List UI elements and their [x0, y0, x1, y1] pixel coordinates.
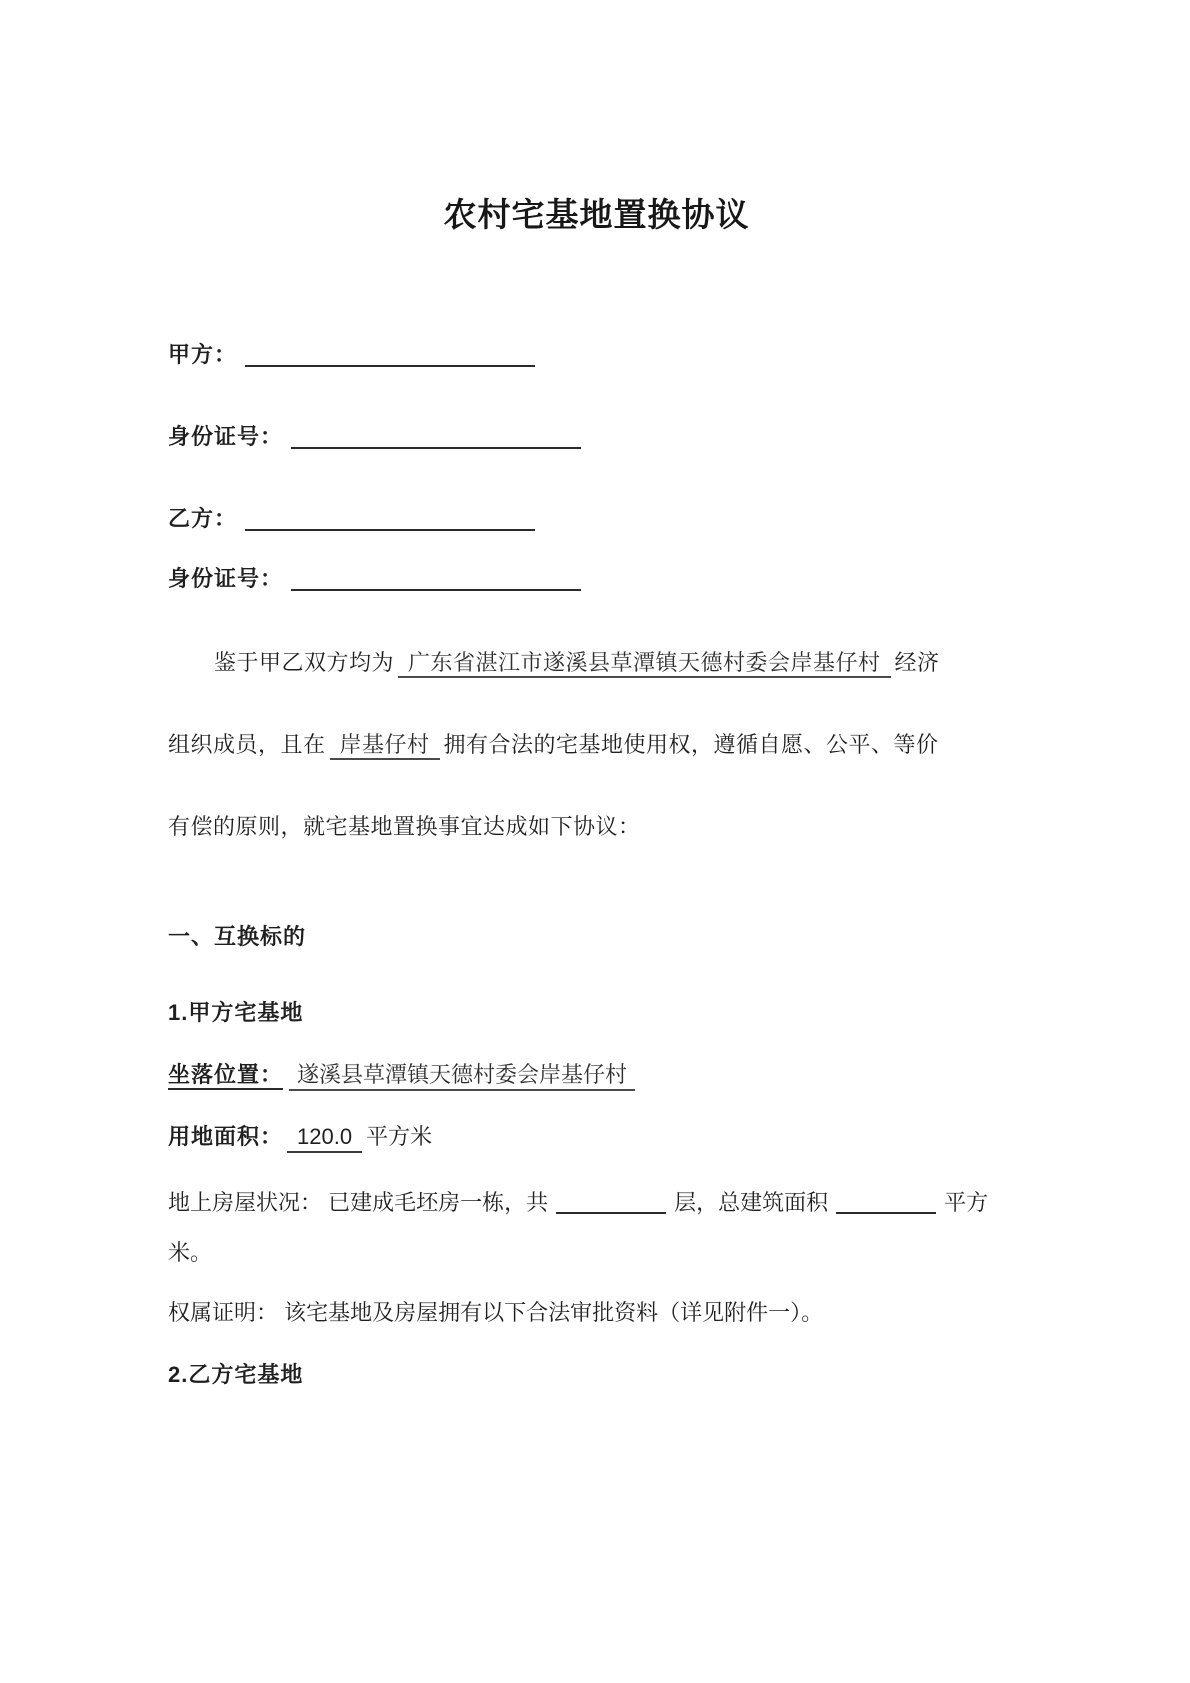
- party-a-label: 甲方：: [168, 342, 238, 367]
- preamble-line-1: [168, 646, 1025, 680]
- area-label: 用地面积：: [168, 1124, 284, 1149]
- party-b-id-blank[interactable]: [291, 563, 581, 591]
- preamble-line-3: [168, 810, 1025, 844]
- area-row: [168, 1120, 1025, 1154]
- area-value: 120.0: [287, 1124, 362, 1153]
- ownership-text: 该宅基地及房屋拥有以下合法审批资料（详见附件一）。: [284, 1300, 824, 1325]
- ownership-row: [168, 1296, 1025, 1330]
- party-b-row: [168, 502, 1025, 536]
- location-value: 遂溪县草潭镇天德村委会岸基仔村: [289, 1062, 635, 1091]
- party-a-id-blank[interactable]: [291, 421, 581, 449]
- preamble-village-value: 岸基仔村: [330, 732, 440, 760]
- section-1-heading: 一、互换标的: [168, 924, 307, 949]
- preamble-line2-tail: 拥有合法的宅基地使用权，遵循自愿、公平、等价: [443, 732, 939, 757]
- house-status-text-2: 层，总建筑面积: [674, 1190, 829, 1215]
- party-a-row: [168, 338, 1025, 372]
- party-a-id-row: [168, 420, 1025, 454]
- party-a-blank[interactable]: [245, 339, 535, 367]
- party-b-id-label: 身份证号：: [168, 566, 284, 591]
- preamble-line1-tail: 经济: [894, 650, 940, 675]
- location-label: 坐落位置：: [168, 1062, 283, 1090]
- party-a-id-label: 身份证号：: [168, 424, 284, 449]
- floors-blank[interactable]: [556, 1190, 666, 1214]
- party-b-label: 乙方：: [168, 506, 238, 531]
- house-status-text-1: 已建成毛坯房一栋，共: [328, 1190, 549, 1215]
- location-row: [168, 1058, 1025, 1092]
- house-status-text-3: 平方米。: [168, 1190, 989, 1265]
- party-b-plot-heading: 2.乙方宅基地: [168, 1362, 304, 1387]
- area-unit: 平方米: [366, 1124, 433, 1149]
- party-b-blank[interactable]: [245, 503, 535, 531]
- preamble-line2-text: 组织成员，且在: [168, 732, 326, 757]
- page-title: 农村宅基地置换协议: [443, 196, 750, 233]
- house-status-label: 地上房屋状况：: [168, 1190, 323, 1215]
- house-status-row: [168, 1178, 1008, 1278]
- party-b-id-row: [168, 562, 1025, 596]
- preamble-line-2: [168, 728, 1025, 762]
- preamble-paragraph: [168, 646, 1025, 844]
- preamble-region-value: 广东省湛江市遂溪县草潭镇天德村委会岸基仔村: [398, 650, 891, 678]
- preamble-line1-text: 鉴于甲乙双方均为: [214, 650, 395, 675]
- party-a-plot-heading: 1.甲方宅基地: [168, 1000, 304, 1025]
- building-area-blank[interactable]: [836, 1190, 936, 1214]
- ownership-label: 权属证明：: [168, 1300, 279, 1325]
- preamble-line3-text: 有偿的原则，就宅基地置换事宜达成如下协议：: [168, 814, 641, 839]
